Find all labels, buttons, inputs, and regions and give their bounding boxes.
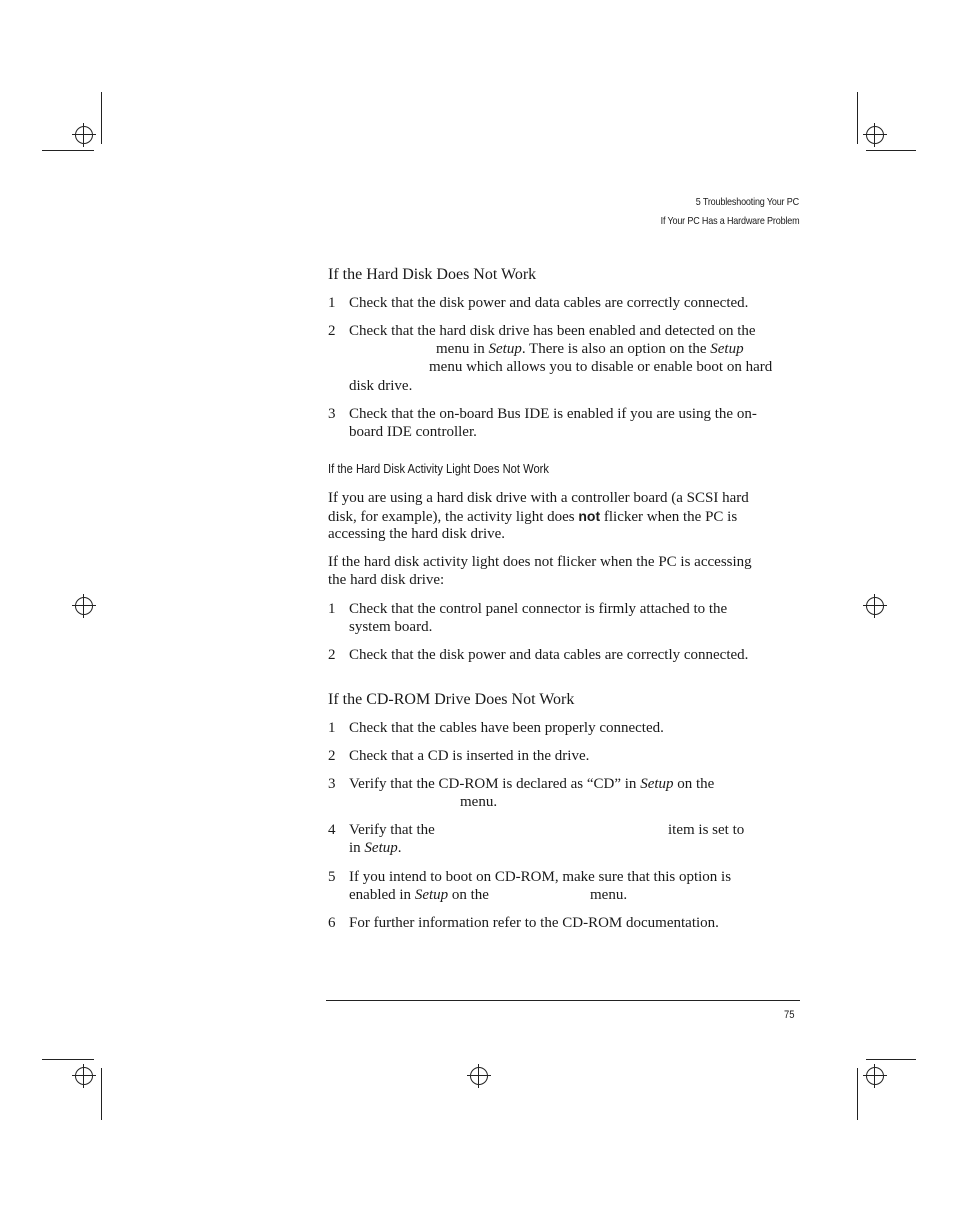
setup-term: Setup: [364, 840, 398, 856]
section-header: If Your PC Has a Hardware Problem: [660, 215, 799, 227]
chapter-header: 5 Troubleshooting Your PC: [695, 196, 799, 208]
list-item-text: item is set to: [668, 822, 745, 838]
page-number: 75: [784, 1009, 795, 1021]
list-item-text: Verify that the: [349, 822, 435, 838]
list-item-text: menu.: [590, 887, 628, 903]
registration-mark-icon: [863, 1064, 887, 1088]
emphasis-not: not: [578, 508, 601, 524]
registration-mark-icon: [72, 594, 96, 618]
list-item-text: For further information refer to the CD-ROM documentation.: [349, 915, 719, 931]
text-run: disk, for example), the activity light does: [328, 509, 579, 525]
paragraph-line: If you are using a hard disk drive with a controller board (a SCSI hard: [328, 490, 749, 506]
setup-term: Setup: [710, 341, 744, 357]
text-run: in: [349, 840, 365, 856]
hard-disk-heading: If the Hard Disk Does Not Work: [328, 266, 537, 283]
text-run: enabled in: [349, 887, 415, 903]
list-number: 1: [328, 295, 336, 311]
registration-mark-icon: [72, 1064, 96, 1088]
registration-mark-icon: [467, 1064, 491, 1088]
setup-term: Setup: [488, 341, 522, 357]
list-item-text: Check that the on-board Bus IDE is enabled if you are using the on-: [349, 406, 757, 422]
paragraph-line: If the hard disk activity light does not flicker when the PC is accessing: [328, 554, 752, 570]
text-run: flicker when the PC is: [600, 509, 738, 525]
activity-light-heading: If the Hard Disk Activity Light Does Not Work: [328, 461, 549, 476]
registration-mark-icon: [863, 594, 887, 618]
list-item-text: system board.: [349, 619, 433, 635]
setup-term: Setup: [640, 776, 674, 792]
list-number: 5: [328, 869, 336, 885]
list-number: 2: [328, 647, 336, 663]
setup-term: Setup: [414, 887, 449, 903]
text-run: .: [397, 840, 402, 856]
paragraph-line: accessing the hard disk drive.: [328, 526, 506, 542]
text-run: . There is also an option on the: [521, 341, 711, 357]
list-item-text: board IDE controller.: [349, 424, 477, 440]
paragraph-line: the hard disk drive:: [328, 572, 445, 588]
list-item-text: [349, 839, 402, 857]
text-run: on the: [673, 776, 715, 792]
list-item-text: [349, 886, 489, 904]
list-item-text: [436, 340, 744, 358]
text-run: menu in: [436, 341, 489, 357]
list-item-text: disk drive.: [349, 378, 413, 394]
registration-mark-icon: [72, 123, 96, 147]
text-run: Verify that the CD-ROM is declared as “CD” in: [349, 776, 641, 792]
list-item-text: [349, 775, 714, 793]
list-number: 3: [328, 406, 336, 422]
list-number: 2: [328, 323, 336, 339]
paragraph-line: [328, 507, 737, 526]
registration-mark-icon: [863, 123, 887, 147]
list-number: 1: [328, 601, 336, 617]
list-number: 4: [328, 822, 336, 838]
cdrom-heading: If the CD-ROM Drive Does Not Work: [328, 691, 575, 708]
list-number: 2: [328, 748, 336, 764]
list-item-text: menu which allows you to disable or enable boot on hard: [429, 359, 773, 375]
list-item-text: Check that the hard disk drive has been enabled and detected on the: [349, 323, 756, 339]
list-item-text: Check that the disk power and data cables are correctly connected.: [349, 647, 749, 663]
list-item-text: Check that the control panel connector is firmly attached to the: [349, 601, 728, 617]
footer-rule: [326, 1000, 800, 1001]
list-number: 3: [328, 776, 336, 792]
list-item-text: Check that a CD is inserted in the drive.: [349, 748, 590, 764]
list-item-text: Check that the cables have been properly connected.: [349, 720, 664, 736]
list-item-text: Check that the disk power and data cables are correctly connected.: [349, 295, 749, 311]
list-item-text: If you intend to boot on CD-ROM, make sure that this option is: [349, 869, 732, 885]
text-run: on the: [448, 887, 489, 903]
list-item-text: menu.: [460, 794, 498, 810]
list-number: 1: [328, 720, 336, 736]
list-number: 6: [328, 915, 336, 931]
